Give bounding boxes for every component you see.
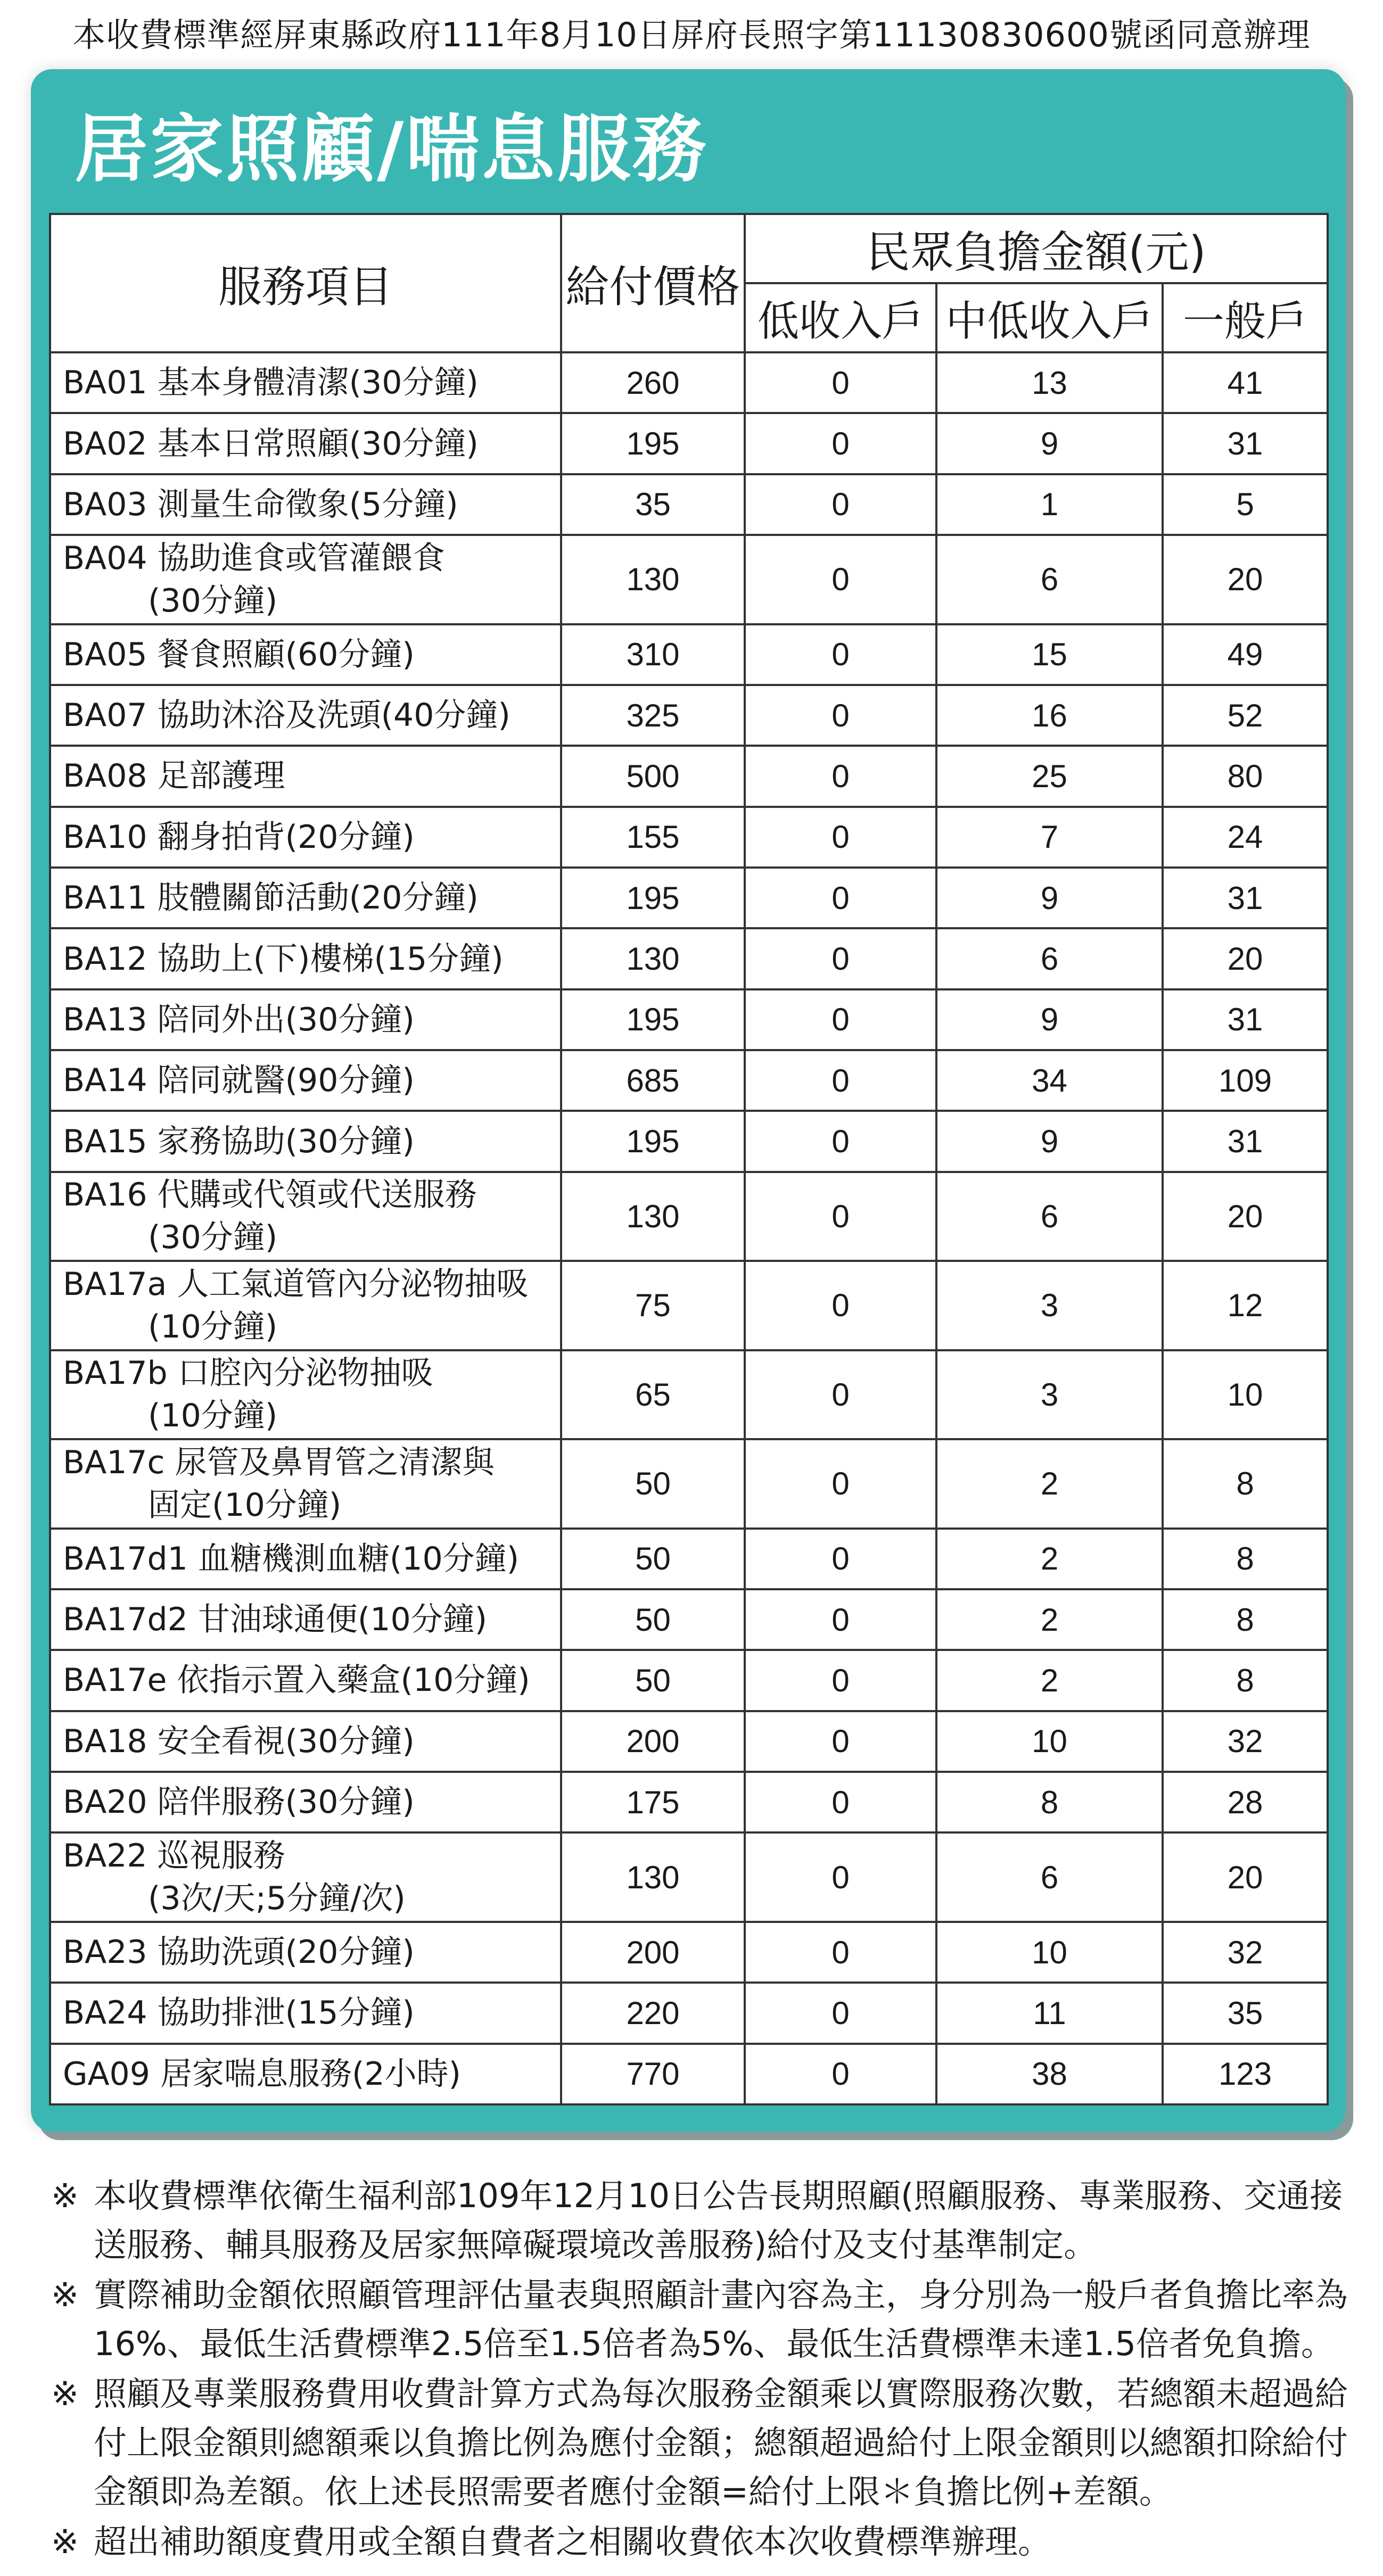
- table-row: [50, 2044, 1328, 2104]
- service-item-name: BA13 陪同外出(30分鐘): [63, 1001, 415, 1038]
- general-cell: 31: [1163, 413, 1328, 474]
- mid-low-income-cell: 6: [936, 535, 1163, 624]
- general-cell: 5: [1163, 474, 1328, 535]
- general-cell: 52: [1163, 685, 1328, 746]
- low-income-cell: 0: [745, 474, 936, 535]
- header-service-item: 服務項目: [50, 214, 561, 352]
- low-income-cell: 0: [745, 1439, 936, 1528]
- payment-price-cell: 50: [561, 1589, 745, 1650]
- low-income-cell: 0: [745, 989, 936, 1050]
- general-cell: 49: [1163, 624, 1328, 685]
- low-income-cell: 0: [745, 868, 936, 928]
- payment-price-cell: 260: [561, 352, 745, 413]
- low-income-cell: 0: [745, 1832, 936, 1921]
- service-item-name: BA24 協助排泄(15分鐘): [63, 1994, 415, 2032]
- general-cell: 20: [1163, 535, 1328, 624]
- table-row: [50, 685, 1328, 746]
- general-cell: 28: [1163, 1772, 1328, 1832]
- service-item-name: BA17e 依指示置入藥盒(10分鐘): [63, 1662, 530, 1699]
- general-cell: 41: [1163, 352, 1328, 413]
- table-row: [50, 1172, 1328, 1261]
- mid-low-income-cell: 11: [936, 1983, 1163, 2043]
- header-low-income: 低收入戶: [745, 283, 936, 352]
- low-income-cell: 0: [745, 1772, 936, 1832]
- low-income-cell: 0: [745, 685, 936, 746]
- table-row: [50, 807, 1328, 868]
- service-item-cell: [50, 1650, 561, 1711]
- service-item-cell: [50, 868, 561, 928]
- low-income-cell: 0: [745, 1050, 936, 1111]
- service-item-name: BA17c 尿管及鼻胃管之清潔與: [63, 1443, 495, 1481]
- service-item-duration: (10分鐘): [148, 1397, 278, 1435]
- service-item-name: BA11 肢體關節活動(20分鐘): [63, 879, 479, 917]
- footnote-text: 超出補助額度費用或全額自費者之相關收費依本次收費標準辦理。: [94, 2522, 1051, 2561]
- footnote: [51, 2517, 1350, 2566]
- service-item-name: BA12 協助上(下)樓梯(15分鐘): [63, 940, 504, 978]
- general-cell: 8: [1163, 1439, 1328, 1528]
- mid-low-income-cell: 2: [936, 1589, 1163, 1650]
- low-income-cell: 0: [745, 928, 936, 989]
- low-income-cell: 0: [745, 1261, 936, 1350]
- table-row: [50, 1589, 1328, 1650]
- footnote: [51, 2172, 1350, 2269]
- payment-price-cell: 50: [561, 1529, 745, 1589]
- low-income-cell: 0: [745, 535, 936, 624]
- mid-low-income-cell: 2: [936, 1650, 1163, 1711]
- reference-mark-icon: ※: [51, 2275, 79, 2314]
- service-item-duration: (10分鐘): [148, 1308, 278, 1345]
- low-income-cell: 0: [745, 807, 936, 868]
- mid-low-income-cell: 6: [936, 1172, 1163, 1261]
- table-row: [50, 868, 1328, 928]
- service-item-cell: [50, 807, 561, 868]
- low-income-cell: 0: [745, 1172, 936, 1261]
- service-item-name: BA04 協助進食或管灌餵食: [63, 539, 445, 577]
- mid-low-income-cell: 6: [936, 1832, 1163, 1921]
- payment-price-cell: 770: [561, 2044, 745, 2104]
- general-cell: 8: [1163, 1589, 1328, 1650]
- mid-low-income-cell: 2: [936, 1439, 1163, 1528]
- service-item-cell: [50, 624, 561, 685]
- low-income-cell: 0: [745, 1983, 936, 2043]
- service-item-name: BA10 翻身拍背(20分鐘): [63, 818, 415, 856]
- payment-price-cell: 50: [561, 1439, 745, 1528]
- general-cell: 32: [1163, 1922, 1328, 1983]
- service-item-name: BA14 陪同就醫(90分鐘): [63, 1062, 415, 1100]
- mid-low-income-cell: 9: [936, 1111, 1163, 1171]
- service-item-cell: [50, 1350, 561, 1439]
- mid-low-income-cell: 2: [936, 1529, 1163, 1589]
- service-item-cell: [50, 1261, 561, 1350]
- payment-price-cell: 685: [561, 1050, 745, 1111]
- table-row: [50, 535, 1328, 624]
- service-item-name: BA17a 人工氣道管內分泌物抽吸: [63, 1265, 529, 1303]
- general-cell: 123: [1163, 2044, 1328, 2104]
- service-item-cell: [50, 2044, 561, 2104]
- table-row: [50, 1772, 1328, 1832]
- low-income-cell: 0: [745, 1650, 936, 1711]
- service-item-name: BA20 陪伴服務(30分鐘): [63, 1784, 415, 1821]
- service-item-name: BA17d1 血糖機測血糖(10分鐘): [63, 1540, 520, 1578]
- reference-mark-icon: ※: [51, 2522, 79, 2561]
- table-row: [50, 624, 1328, 685]
- mid-low-income-cell: 10: [936, 1711, 1163, 1772]
- header-note: 本收費標準經屏東縣政府111年8月10日屏府長照字第11130830600號函同意辦理: [72, 15, 1311, 54]
- mid-low-income-cell: 10: [936, 1922, 1163, 1983]
- service-item-cell: [50, 1050, 561, 1111]
- service-item-cell: [50, 1589, 561, 1650]
- table-row: [50, 413, 1328, 474]
- payment-price-cell: 65: [561, 1350, 745, 1439]
- table-row: [50, 1350, 1328, 1439]
- general-cell: 20: [1163, 1832, 1328, 1921]
- general-cell: 80: [1163, 746, 1328, 806]
- payment-price-cell: 130: [561, 928, 745, 989]
- payment-price-cell: 200: [561, 1922, 745, 1983]
- low-income-cell: 0: [745, 1350, 936, 1439]
- mid-low-income-cell: 3: [936, 1261, 1163, 1350]
- header-payment-price: 給付價格: [561, 214, 745, 352]
- service-item-name: BA17b 口腔內分泌物抽吸: [63, 1355, 433, 1392]
- footnote: [51, 2270, 1350, 2368]
- low-income-cell: 0: [745, 352, 936, 413]
- service-item-duration: (30分鐘): [148, 1219, 278, 1257]
- fee-table: [49, 213, 1329, 2106]
- mid-low-income-cell: 9: [936, 989, 1163, 1050]
- table-row: [50, 1111, 1328, 1171]
- payment-price-cell: 200: [561, 1711, 745, 1772]
- payment-price-cell: 130: [561, 535, 745, 624]
- mid-low-income-cell: 9: [936, 413, 1163, 474]
- service-item-name: BA02 基本日常照顧(30分鐘): [63, 425, 479, 463]
- service-item-name: BA18 安全看視(30分鐘): [63, 1722, 415, 1760]
- table-row: [50, 1529, 1328, 1589]
- service-item-cell: [50, 1922, 561, 1983]
- table-row: [50, 1922, 1328, 1983]
- general-cell: 109: [1163, 1050, 1328, 1111]
- footnote: [51, 2369, 1350, 2516]
- low-income-cell: 0: [745, 624, 936, 685]
- general-cell: 32: [1163, 1711, 1328, 1772]
- payment-price-cell: 325: [561, 685, 745, 746]
- general-cell: 31: [1163, 989, 1328, 1050]
- low-income-cell: 0: [745, 1529, 936, 1589]
- service-item-name: GA09 居家喘息服務(2小時): [63, 2055, 461, 2093]
- service-item-cell: [50, 474, 561, 535]
- payment-price-cell: 175: [561, 1772, 745, 1832]
- panel-title: 居家照顧/喘息服務: [75, 106, 709, 192]
- service-item-name: BA23 協助洗頭(20分鐘): [63, 1934, 415, 1971]
- general-cell: 8: [1163, 1529, 1328, 1589]
- payment-price-cell: 500: [561, 746, 745, 806]
- payment-price-cell: 195: [561, 413, 745, 474]
- low-income-cell: 0: [745, 413, 936, 474]
- payment-price-cell: 50: [561, 1650, 745, 1711]
- payment-price-cell: 75: [561, 1261, 745, 1350]
- payment-price-cell: 155: [561, 807, 745, 868]
- footnote-text: 實際補助金額依照顧管理評估量表與照顧計畫內容為主，身分別為一般戶者負擔比率為16%、最低生活費標準2.5倍至1.5倍者為5%、最低生活費標準未達1.5倍者免負擔。: [94, 2275, 1348, 2363]
- payment-price-cell: 195: [561, 1111, 745, 1171]
- payment-price-cell: 195: [561, 989, 745, 1050]
- mid-low-income-cell: 25: [936, 746, 1163, 806]
- table-row: [50, 1650, 1328, 1711]
- payment-price-cell: 130: [561, 1172, 745, 1261]
- table-row: [50, 746, 1328, 806]
- service-item-cell: [50, 989, 561, 1050]
- header-general: 一般戶: [1163, 283, 1328, 352]
- table-row: [50, 1832, 1328, 1921]
- general-cell: 10: [1163, 1350, 1328, 1439]
- mid-low-income-cell: 6: [936, 928, 1163, 989]
- service-item-cell: [50, 928, 561, 989]
- payment-price-cell: 130: [561, 1832, 745, 1921]
- low-income-cell: 0: [745, 2044, 936, 2104]
- low-income-cell: 0: [745, 1111, 936, 1171]
- payment-price-cell: 310: [561, 624, 745, 685]
- general-cell: 35: [1163, 1983, 1328, 2043]
- general-cell: 24: [1163, 807, 1328, 868]
- table-row: [50, 989, 1328, 1050]
- service-item-name: BA08 足部護理: [63, 757, 285, 795]
- service-item-cell: [50, 746, 561, 806]
- service-item-cell: [50, 1439, 561, 1528]
- header-mid-low-income: 中低收入戶: [936, 283, 1163, 352]
- general-cell: 8: [1163, 1650, 1328, 1711]
- low-income-cell: 0: [745, 746, 936, 806]
- footnote-text: 照顧及專業服務費用收費計算方式為每次服務金額乘以實際服務次數，若總額未超過給付上限金額則總額乘以負擔比例為應付金額；總額超過給付上限金額則以總額扣除給付金額即為差額。依上述長照需要者應付金額=給付上限＊負擔比例+差額。: [94, 2374, 1348, 2511]
- service-item-cell: [50, 1111, 561, 1171]
- low-income-cell: 0: [745, 1922, 936, 1983]
- payment-price-cell: 220: [561, 1983, 745, 2043]
- service-item-name: BA22 巡視服務: [63, 1837, 285, 1875]
- mid-low-income-cell: 15: [936, 624, 1163, 685]
- service-item-cell: [50, 535, 561, 624]
- reference-mark-icon: ※: [51, 2176, 79, 2215]
- service-item-duration: 固定(10分鐘): [148, 1486, 342, 1524]
- service-item-name: BA15 家務協助(30分鐘): [63, 1122, 415, 1160]
- mid-low-income-cell: 9: [936, 868, 1163, 928]
- service-item-cell: [50, 1529, 561, 1589]
- service-item-name: BA05 餐食照顧(60分鐘): [63, 635, 415, 673]
- header-copay-group: 民眾負擔金額(元): [745, 214, 1328, 283]
- service-item-cell: [50, 352, 561, 413]
- payment-price-cell: 195: [561, 868, 745, 928]
- service-item-duration: (30分鐘): [148, 582, 278, 620]
- low-income-cell: 0: [745, 1589, 936, 1650]
- reference-mark-icon: ※: [51, 2374, 79, 2413]
- service-item-name: BA16 代購或代領或代送服務: [63, 1176, 477, 1214]
- service-item-cell: [50, 1711, 561, 1772]
- mid-low-income-cell: 34: [936, 1050, 1163, 1111]
- service-item-name: BA03 測量生命徵象(5分鐘): [63, 485, 458, 523]
- table-row: [50, 1050, 1328, 1111]
- mid-low-income-cell: 16: [936, 685, 1163, 746]
- mid-low-income-cell: 3: [936, 1350, 1163, 1439]
- low-income-cell: 0: [745, 1711, 936, 1772]
- table-row: [50, 352, 1328, 413]
- service-item-name: BA17d2 甘油球通便(10分鐘): [63, 1601, 488, 1639]
- service-item-cell: [50, 1772, 561, 1832]
- general-cell: 20: [1163, 928, 1328, 989]
- table-row: [50, 474, 1328, 535]
- service-item-name: BA07 協助沐浴及洗頭(40分鐘): [63, 697, 511, 734]
- service-item-cell: [50, 1983, 561, 2043]
- table-row: [50, 1711, 1328, 1772]
- general-cell: 31: [1163, 868, 1328, 928]
- table-row: [50, 1439, 1328, 1528]
- table-row: [50, 1983, 1328, 2043]
- general-cell: 31: [1163, 1111, 1328, 1171]
- mid-low-income-cell: 1: [936, 474, 1163, 535]
- mid-low-income-cell: 38: [936, 2044, 1163, 2104]
- general-cell: 20: [1163, 1172, 1328, 1261]
- mid-low-income-cell: 8: [936, 1772, 1163, 1832]
- table-row: [50, 928, 1328, 989]
- service-item-cell: [50, 413, 561, 474]
- service-item-name: BA01 基本身體清潔(30分鐘): [63, 364, 479, 402]
- mid-low-income-cell: 7: [936, 807, 1163, 868]
- service-item-cell: [50, 685, 561, 746]
- service-item-cell: [50, 1832, 561, 1921]
- table-row: [50, 1261, 1328, 1350]
- general-cell: 12: [1163, 1261, 1328, 1350]
- mid-low-income-cell: 13: [936, 352, 1163, 413]
- payment-price-cell: 35: [561, 474, 745, 535]
- footnotes: [51, 2172, 1350, 2567]
- service-item-duration: (3次/天;5分鐘/次): [148, 1880, 406, 1918]
- fee-table-body: [50, 352, 1328, 2104]
- footnote-text: 本收費標準依衛生福利部109年12月10日公告長期照顧(照顧服務、專業服務、交通接送服務、輔具服務及居家無障礙環境改善服務)給付及支付基準制定。: [94, 2176, 1343, 2264]
- service-item-cell: [50, 1172, 561, 1261]
